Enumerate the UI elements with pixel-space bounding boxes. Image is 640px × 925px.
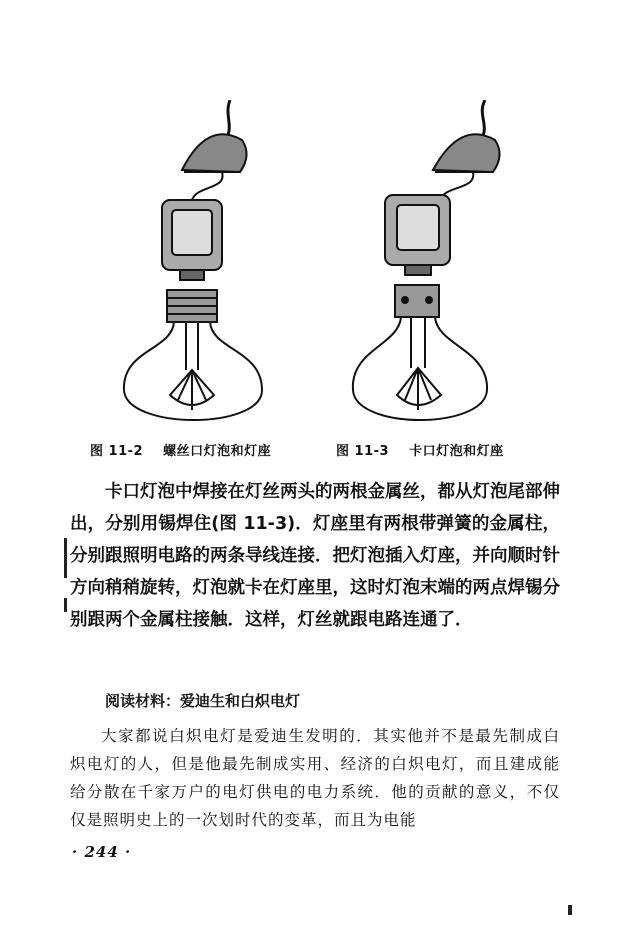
figure-screw-bulb-illustration [112,100,302,430]
scan-artifact-mark [64,598,67,612]
screw-bulb-drawing [112,100,302,430]
body-paragraph: 卡口灯泡中焊接在灯丝两头的两根金属丝，都从灯泡尾部伸出，分别用锡焊住(图 11-3)．灯座里有两根带弹簧的金属柱，分别跟照明电路的两条导线连接．把灯泡插入灯座，并向顺时针方向稍稍旋转，灯泡就卡在灯座里，这时灯泡末端的两点焊锡分别跟两个金属柱接触．这样，灯丝就跟电路连通了． [70,482,560,630]
reading-paragraph: 大家都说白炽电灯是爱迪生发明的．其实他并不是最先制成白炽电灯的人，但是他最先制成实用、经济的白炽电灯，而且建成能给分散在千家万户的电灯供电的电力系统．他的贡献的意义，不仅仅是照明史上的一次划时代的变革，而且为电能 [70,727,560,829]
body-text-block [70,476,560,636]
figure-caption-number: 图 11-3 [336,444,390,459]
page-number: · 244 · [72,843,132,861]
figure-caption-title: 卡口灯泡和灯座 [409,444,504,459]
bayonet-bulb-drawing [345,100,535,430]
reading-material-heading: 阅读材料：爱迪生和白炽电灯 [105,692,301,710]
figure-caption-number: 图 11-2 [90,444,144,459]
figure-caption-11-3 [336,440,504,459]
figure-bayonet-bulb-illustration [345,100,535,430]
figure-caption-11-2 [90,440,271,459]
figure-caption-title: 螺丝口灯泡和灯座 [163,444,272,459]
scan-artifact-mark [64,538,67,578]
reading-material-text [70,722,560,834]
scan-artifact-mark [568,905,572,915]
